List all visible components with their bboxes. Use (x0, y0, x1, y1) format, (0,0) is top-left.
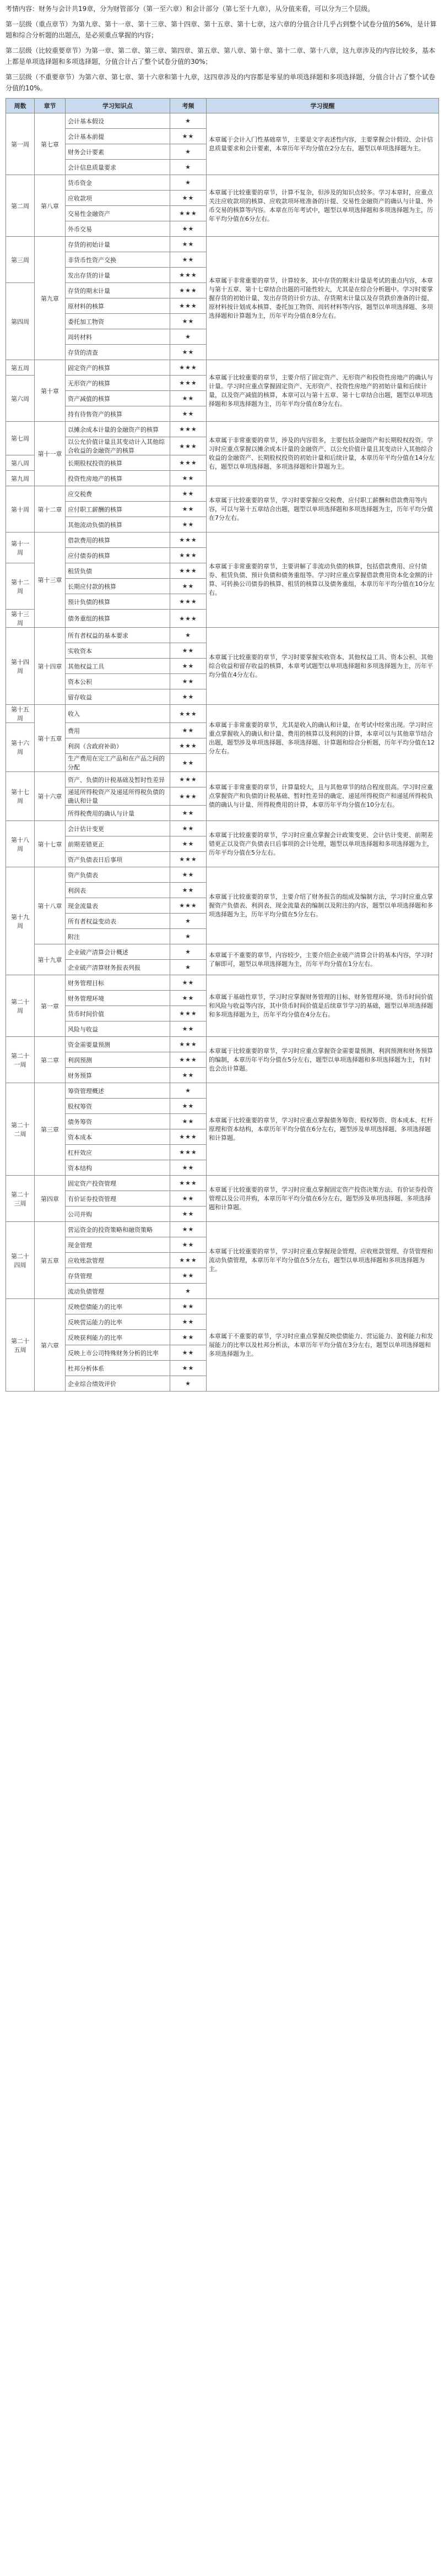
frequency-stars: ★★★ (170, 298, 207, 314)
study-tip-cell: 本章属于基础性章节，学习时应掌握财务管理的目标、财务管理环境、货币时间价值和风险与收益等内容，其中货币时间价值是后续章节学习的基础，题型以单项选择题和多项选择题为主，历年平均分值在4分左右。 (207, 975, 439, 1037)
frequency-stars: ★★★ (170, 1176, 207, 1191)
week-cell: 第六周 (6, 376, 35, 422)
header-chapter: 章节 (35, 99, 66, 113)
frequency-stars: ★★ (170, 1021, 207, 1037)
study-tip-cell: 本章属于比较重要的章节，学习时应重点掌握债务筹资、股权筹资、资本成本、杠杆原理和资本结构，本章历年平均分值在6分左右，题型涉及单项选择题、多项选择题和计算题。 (207, 1083, 439, 1176)
table-row (6, 772, 439, 787)
knowledge-point-cell: 资金需要量预测 (66, 1037, 170, 1052)
frequency-stars: ★★ (170, 991, 207, 1006)
frequency-stars: ★★★ (170, 548, 207, 563)
frequency-stars: ★★ (170, 1191, 207, 1207)
knowledge-point-cell: 所有者权益的基本要求 (66, 628, 170, 643)
knowledge-point-cell: 委托加工物资 (66, 314, 170, 329)
table-row (6, 113, 439, 129)
frequency-stars: ★★★ (170, 1253, 207, 1268)
knowledge-point-cell: 资产负债表 (66, 867, 170, 883)
knowledge-point-cell: 长期股权投资的核算 (66, 455, 170, 471)
frequency-stars: ★★★ (170, 1052, 207, 1068)
knowledge-point-cell: 交易性金融资产 (66, 206, 170, 221)
knowledge-point-cell: 应付债券的核算 (66, 548, 170, 563)
frequency-stars: ★★ (170, 406, 207, 422)
knowledge-point-cell: 利润（含政府补助） (66, 738, 170, 754)
knowledge-point-cell: 存货的期末计量 (66, 283, 170, 298)
frequency-stars: ★★ (170, 471, 207, 486)
knowledge-point-cell: 会计估计变更 (66, 821, 170, 836)
frequency-stars: ★★ (170, 129, 207, 144)
frequency-stars: ★★★ (170, 532, 207, 548)
frequency-stars: ★★ (170, 1314, 207, 1330)
chapter-cell: 第八章 (35, 175, 66, 237)
frequency-stars: ★★★ (170, 422, 207, 437)
frequency-stars: ★ (170, 1284, 207, 1299)
frequency-stars: ★★★ (170, 376, 207, 391)
knowledge-point-cell: 会计基本假设 (66, 113, 170, 129)
frequency-stars: ★★★ (170, 455, 207, 471)
knowledge-point-cell: 资本成本 (66, 1129, 170, 1145)
frequency-stars: ★★ (170, 252, 207, 268)
frequency-stars: ★★ (170, 517, 207, 532)
frequency-stars: ★★ (170, 643, 207, 659)
study-tip-cell: 本章属于非常重要的章节，主要讲解了非流动负债的核算，包括借款费用、应付债券、租赁负债、预计负债和债务重组等。学习时应重点掌握借款费用资本化金额的计算、可转换公司债券的核算、租赁的核算以及债务重组，本章历年平均分值在10分左右。 (207, 532, 439, 628)
frequency-stars: ★★ (170, 1099, 207, 1114)
knowledge-point-cell: 外币交易 (66, 221, 170, 237)
intro-section (0, 0, 444, 94)
knowledge-point-cell: 长期应付款的核算 (66, 579, 170, 594)
table-row (6, 821, 439, 836)
chapter-cell: 第十六章 (35, 772, 66, 821)
study-tip-cell: 本章属于比较重要的章节，学习时要掌握实收资本、其他权益工具、资本公积、其他综合收益和留存收益的核算，本章考试题型以单项选择题和多项选择题为主，历年平均分值在4分左右。 (207, 628, 439, 705)
knowledge-point-cell: 资产负债表日后事项 (66, 852, 170, 867)
study-tip-cell: 本章属于比较重要的章节，学习时应重点掌握固定资产投资决策方法、有价证券投资管理以及公司并购，本章历年平均分值在6分左右，题型涉及单项选择题、多项选择题和计算题。 (207, 1176, 439, 1222)
frequency-stars: ★★★ (170, 610, 207, 628)
knowledge-point-cell: 利润预测 (66, 1052, 170, 1068)
frequency-stars: ★★★ (170, 1129, 207, 1145)
frequency-stars: ★★★ (170, 1037, 207, 1052)
frequency-stars: ★★★ (170, 852, 207, 867)
study-plan-table (6, 98, 439, 1392)
frequency-stars: ★★ (170, 754, 207, 772)
table-row (6, 975, 439, 991)
frequency-stars: ★★ (170, 836, 207, 852)
frequency-stars: ★★★ (170, 787, 207, 806)
table-row (6, 422, 439, 437)
week-cell: 第十八周 (6, 821, 35, 867)
week-cell: 第十四周 (6, 628, 35, 705)
table-row (6, 175, 439, 191)
table-row (6, 628, 439, 643)
study-tip-cell: 本章属于非常重要的章节，计算较多，其中存货的期末计量是考试的重点内容，本章与第十五章、第十七章结合出题的可能性较大，尤其是在综合分析题中。学习时要掌握存货的初始计量、发出存货的计价方法、存货期末计量以及存货跌价准备的计提、原材料按计划成本核算、委托加工物资、周转材料等内容，题型以单项选择题、多项选择题和计算题为主，历年平均分值在8分左右。 (207, 237, 439, 360)
frequency-stars: ★ (170, 175, 207, 191)
frequency-stars: ★★ (170, 1345, 207, 1361)
knowledge-point-cell: 租赁负债 (66, 563, 170, 579)
frequency-stars: ★★ (170, 221, 207, 237)
chapter-cell: 第十四章 (35, 628, 66, 705)
knowledge-point-cell: 递延所得税资产及递延所得税负债的确认和计量 (66, 787, 170, 806)
frequency-stars: ★★ (170, 723, 207, 738)
frequency-stars: ★★ (170, 345, 207, 360)
knowledge-point-cell: 周转材料 (66, 329, 170, 345)
knowledge-point-cell: 资产减值的核算 (66, 391, 170, 406)
frequency-stars: ★★ (170, 486, 207, 502)
study-tip-cell: 本章属于比较重要的章节，学习时应重点掌握现金管理、应收账款管理、存货管理和流动负债管理，本章历年平均分值在5分左右，题型以单项选择题和多项选择题为主。 (207, 1222, 439, 1299)
knowledge-point-cell: 实收资本 (66, 643, 170, 659)
intro-paragraph: 第二层级（比较重要章节）为第一章、第二章、第三章、第四章、第五章、第八章、第十章、第十二章、第十八章，这九章涉及的内容比较多，基本上都是单项选择题和多项选择题，分值合计占了整个试卷分值的30%； (6, 47, 436, 66)
knowledge-point-cell: 应收账款管理 (66, 1253, 170, 1268)
frequency-stars: ★★ (170, 1361, 207, 1376)
intro-paragraph: 考情内容：财务与会计共19章，分为财管部分（第一至六章）和会计部分（第七至十九章），从分值来看，可以分为三个层级。 (6, 5, 375, 13)
week-cell: 第二十周 (6, 975, 35, 1037)
table-row (6, 360, 439, 376)
week-cell: 第三周 (6, 237, 35, 283)
week-cell: 第十一周 (6, 532, 35, 563)
knowledge-point-cell: 应付职工薪酬的核算 (66, 502, 170, 517)
table-row (6, 486, 439, 502)
frequency-stars: ★★ (170, 821, 207, 836)
header-knowledge-point: 学习知识点 (66, 99, 170, 113)
knowledge-point-cell: 债务筹资 (66, 1114, 170, 1129)
knowledge-point-cell: 筹资管理概述 (66, 1083, 170, 1099)
frequency-stars: ★★ (170, 579, 207, 594)
table-row (6, 944, 439, 960)
week-cell: 第五周 (6, 360, 35, 376)
chapter-cell: 第十八章 (35, 867, 66, 944)
knowledge-point-cell: 流动负债管理 (66, 1284, 170, 1299)
study-tip-cell: 本章属于不重要的章节，学习时应重点掌握反映偿债能力、营运能力、盈利能力和发展能力的比率以及杜邦分析法，本章历年平均分值在3分左右，题型以单项选择题和多项选择题为主。 (207, 1299, 439, 1392)
header-study-tip: 学习提醒 (207, 99, 439, 113)
frequency-stars: ★ (170, 1376, 207, 1392)
knowledge-point-cell: 会计信息质量要求 (66, 160, 170, 175)
chapter-cell: 第十九章 (35, 944, 66, 975)
knowledge-point-cell: 企业综合绩效评价 (66, 1376, 170, 1392)
chapter-cell: 第九章 (35, 237, 66, 360)
table-row (6, 1176, 439, 1191)
frequency-stars: ★★ (170, 659, 207, 674)
knowledge-point-cell: 费用 (66, 723, 170, 738)
frequency-stars: ★ (170, 1083, 207, 1099)
knowledge-point-cell: 风险与收益 (66, 1021, 170, 1037)
chapter-cell: 第十二章 (35, 486, 66, 532)
knowledge-point-cell: 预计负债的核算 (66, 594, 170, 610)
week-cell: 第二十五周 (6, 1299, 35, 1392)
frequency-stars: ★★ (170, 689, 207, 705)
knowledge-point-cell: 货币资金 (66, 175, 170, 191)
week-cell: 第四周 (6, 283, 35, 360)
chapter-cell: 第十七章 (35, 821, 66, 867)
knowledge-point-cell: 持有待售资产的核算 (66, 406, 170, 422)
knowledge-point-cell: 无形资产的核算 (66, 376, 170, 391)
knowledge-point-cell: 借款费用的核算 (66, 532, 170, 548)
knowledge-point-cell: 原材料的核算 (66, 298, 170, 314)
knowledge-point-cell: 股权筹资 (66, 1099, 170, 1114)
knowledge-point-cell: 资产、负债的计税基础及暂时性差异 (66, 772, 170, 787)
header-week: 周数 (6, 99, 35, 113)
table-row (6, 1083, 439, 1099)
week-cell: 第十三周 (6, 610, 35, 628)
knowledge-point-cell: 以公允价值计量且其变动计入其他综合收益的金融资产的核算 (66, 437, 170, 455)
knowledge-point-cell: 存货管理 (66, 1268, 170, 1284)
study-tip-cell: 本章属于比较重要的章节，学习时应重点掌握资金需要量预测、利润预测和财务预算的编制，本章历年平均分值在5分左右，题型以单项选择题和多项选择题为主，有时也会出计算题。 (207, 1037, 439, 1083)
chapter-cell: 第六章 (35, 1299, 66, 1392)
table-row (6, 1222, 439, 1237)
frequency-stars: ★★ (170, 1114, 207, 1129)
frequency-stars: ★ (170, 914, 207, 929)
chapter-cell: 第四章 (35, 1176, 66, 1222)
frequency-stars: ★★ (170, 1068, 207, 1083)
intro-paragraph: 第三层级（不重要章节）为第六章、第七章、第十六章和第十九章，这四章涉及的内容都是零星的单项选择题和多项选择题，分值合计占了整个试卷分值的10%。 (6, 73, 436, 92)
week-cell: 第二周 (6, 175, 35, 237)
table-row (6, 705, 439, 723)
frequency-stars: ★★ (170, 1160, 207, 1176)
knowledge-point-cell: 会计基本前提 (66, 129, 170, 144)
table-row (6, 237, 439, 252)
knowledge-point-cell: 反映上市公司特殊财务分析的比率 (66, 1345, 170, 1361)
frequency-stars: ★ (170, 144, 207, 160)
knowledge-point-cell: 应交税费 (66, 486, 170, 502)
knowledge-point-cell: 附注 (66, 929, 170, 944)
knowledge-point-cell: 反映偿债能力的比率 (66, 1299, 170, 1314)
frequency-stars: ★ (170, 628, 207, 643)
knowledge-point-cell: 存货的初始计量 (66, 237, 170, 252)
knowledge-point-cell: 财务管理目标 (66, 975, 170, 991)
frequency-stars: ★★ (170, 314, 207, 329)
frequency-stars: ★★★ (170, 437, 207, 455)
knowledge-point-cell: 财务预算 (66, 1068, 170, 1083)
week-cell: 第九周 (6, 471, 35, 486)
frequency-stars: ★★ (170, 191, 207, 206)
frequency-stars: ★★ (170, 1268, 207, 1284)
table-row (6, 867, 439, 883)
study-tip-cell: 本章属于不重要的章节，内容较少，主要介绍企业破产清算会计的基本内容，学习时了解即可，题型以单项选择题为主，历年平均分值在1分左右。 (207, 944, 439, 975)
knowledge-point-cell: 资本公积 (66, 674, 170, 689)
week-cell: 第十五周 (6, 705, 35, 723)
chapter-cell: 第二章 (35, 1037, 66, 1083)
week-cell: 第十六周 (6, 723, 35, 772)
knowledge-point-cell: 非货币性资产交换 (66, 252, 170, 268)
frequency-stars: ★★ (170, 1299, 207, 1314)
table-row (6, 532, 439, 548)
knowledge-point-cell: 杜邦分析体系 (66, 1361, 170, 1376)
frequency-stars: ★★★ (170, 283, 207, 298)
frequency-stars: ★★★ (170, 563, 207, 579)
frequency-stars: ★★ (170, 975, 207, 991)
knowledge-point-cell: 投资性房地产的核算 (66, 471, 170, 486)
knowledge-point-cell: 杠杆效应 (66, 1145, 170, 1160)
knowledge-point-cell: 有价证券投资管理 (66, 1191, 170, 1207)
study-tip-cell: 本章属于非常重要的章节，涉及的内容很多，主要包括金融资产和长期股权投资。学习时应重点掌握以摊余成本计量的金融资产、以公允价值计量且其变动计入其他综合收益的金融资产、长期股权投资的初始计量和后续计量，本章历年平均分值在14分左右，题型以单项选择题、多项选择题和计算题为主。 (207, 422, 439, 486)
frequency-stars: ★★ (170, 1330, 207, 1345)
knowledge-point-cell: 债务重组的核算 (66, 610, 170, 628)
chapter-cell: 第十一章 (35, 422, 66, 486)
chapter-cell: 第十三章 (35, 532, 66, 628)
knowledge-point-cell: 其他流动负债的核算 (66, 517, 170, 532)
study-tip-cell: 本章属于比较重要的章节，学习时要掌握应交税费、应付职工薪酬和借款费用等内容，可以与第十五章结合出题，题型以单项选择题和多项选择题为主，历年平均分值在7分左右。 (207, 486, 439, 532)
frequency-stars: ★★★ (170, 705, 207, 723)
frequency-stars: ★ (170, 929, 207, 944)
week-cell: 第二十一周 (6, 1037, 35, 1083)
frequency-stars: ★★★ (170, 360, 207, 376)
frequency-stars: ★★ (170, 1222, 207, 1237)
knowledge-point-cell: 以摊余成本计量的金融资产的核算 (66, 422, 170, 437)
week-cell: 第七周 (6, 422, 35, 455)
knowledge-point-cell: 反映获利能力的比率 (66, 1330, 170, 1345)
frequency-stars: ★★ (170, 1237, 207, 1253)
study-tip-cell: 本章属于会计入门性基础章节，主要是文字表述性内容，主要掌握会计假设、会计信息质量要求和会计要素，本章历年平均分值在2分左右，题型以单项选择题为主。 (207, 113, 439, 175)
frequency-stars: ★ (170, 944, 207, 960)
week-cell: 第十九周 (6, 867, 35, 975)
week-cell: 第一周 (6, 113, 35, 175)
knowledge-point-cell: 生产费用在完工产品和在产品之间的分配 (66, 754, 170, 772)
frequency-stars: ★ (170, 160, 207, 175)
knowledge-point-cell: 其他权益工具 (66, 659, 170, 674)
study-tip-cell: 本章属于非常重要的章节，计算量较大，且与其他章节的结合程度很高。学习时应重点掌握资产和负债的计税基础、暂时性差异的确定、递延所得税资产和递延所得税负债的确认与计量、所得税费用的计算，本章历年平均分值在10分左右。 (207, 772, 439, 821)
frequency-stars: ★★ (170, 867, 207, 883)
frequency-stars: ★ (170, 960, 207, 975)
knowledge-point-cell: 前期差错更正 (66, 836, 170, 852)
knowledge-point-cell: 所有者权益变动表 (66, 914, 170, 929)
knowledge-point-cell: 货币时间价值 (66, 1006, 170, 1021)
knowledge-point-cell: 企业破产清算会计概述 (66, 944, 170, 960)
frequency-stars: ★★ (170, 391, 207, 406)
knowledge-point-cell: 利润表 (66, 883, 170, 898)
knowledge-point-cell: 收入 (66, 705, 170, 723)
knowledge-point-cell: 存货的清查 (66, 345, 170, 360)
study-tip-cell: 本章属于非常重要的章节，尤其是收入的确认和计量，在考试中经常出现。学习时应重点掌握收入的确认和计量、费用的核算以及利润的计算，本章可以与其他章节结合出题，题型涉及单项选择题、多项选择题、计算题和综合分析题，历年平均分值在12分左右。 (207, 705, 439, 772)
chapter-cell: 第十章 (35, 360, 66, 422)
week-cell: 第十七周 (6, 772, 35, 821)
frequency-stars: ★★★ (170, 1145, 207, 1160)
knowledge-point-cell: 所得税费用的确认与计量 (66, 806, 170, 821)
week-cell: 第二十二周 (6, 1083, 35, 1176)
frequency-stars: ★★ (170, 502, 207, 517)
knowledge-point-cell: 固定资产的核算 (66, 360, 170, 376)
frequency-stars: ★★ (170, 237, 207, 252)
knowledge-point-cell: 反映营运能力的比率 (66, 1314, 170, 1330)
frequency-stars: ★★ (170, 674, 207, 689)
week-cell: 第十周 (6, 486, 35, 532)
frequency-stars: ★★ (170, 883, 207, 898)
knowledge-point-cell: 企业破产清算财务报表列报 (66, 960, 170, 975)
knowledge-point-cell: 公司并购 (66, 1207, 170, 1222)
chapter-cell: 第五章 (35, 1222, 66, 1299)
knowledge-point-cell: 财务会计要素 (66, 144, 170, 160)
table-row (6, 1037, 439, 1052)
knowledge-point-cell: 留存收益 (66, 689, 170, 705)
header-frequency: 考频 (170, 99, 207, 113)
knowledge-point-cell: 发出存货的计量 (66, 268, 170, 283)
week-cell: 第十二周 (6, 563, 35, 610)
frequency-stars: ★★★ (170, 898, 207, 914)
knowledge-point-cell: 固定资产投资管理 (66, 1176, 170, 1191)
week-cell: 第二十四周 (6, 1222, 35, 1299)
chapter-cell: 第三章 (35, 1083, 66, 1176)
week-cell: 第八周 (6, 455, 35, 471)
week-cell: 第二十三周 (6, 1176, 35, 1222)
frequency-stars: ★★★ (170, 1006, 207, 1021)
knowledge-point-cell: 应收款项 (66, 191, 170, 206)
frequency-stars: ★ (170, 329, 207, 345)
knowledge-point-cell: 营运资金的投资策略和融资策略 (66, 1222, 170, 1237)
frequency-stars: ★★ (170, 1207, 207, 1222)
frequency-stars: ★★★ (170, 772, 207, 787)
study-tip-cell: 本章属于比较重要的章节，主要介绍了财务报告的组成及编制方法，学习时应重点掌握资产负债表、利润表、现金流量表的编制以及附注的内容，题型以单项选择题和多项选择题为主，历年平均分值在5分左右。 (207, 867, 439, 944)
frequency-stars: ★★★ (170, 268, 207, 283)
frequency-stars: ★★★ (170, 738, 207, 754)
chapter-cell: 第十五章 (35, 705, 66, 772)
frequency-stars: ★★★ (170, 594, 207, 610)
frequency-stars: ★★★ (170, 206, 207, 221)
knowledge-point-cell: 资本结构 (66, 1160, 170, 1176)
knowledge-point-cell: 现金流量表 (66, 898, 170, 914)
intro-paragraph: 第一层级（重点章节）为第九章、第十一章、第十三章、第十四章、第十五章、第十七章，这六章的分值合计几乎占到整个试卷分值的56%，是计算题和综合分析题的出题点，是必须重点掌握的内容； (6, 20, 437, 39)
chapter-cell: 第一章 (35, 975, 66, 1037)
knowledge-point-cell: 现金管理 (66, 1237, 170, 1253)
study-tip-cell: 本章属于比较重要的章节，主要介绍了固定资产、无形资产和投资性房地产的确认与计量。学习时应重点掌握固定资产、无形资产、投资性房地产的初始计量和后续计量，以及资产减值的核算，本章可以与第十五章、第十七章结合出题，题型以单项选择题和多项选择题为主，历年平均分值在8分左右。 (207, 360, 439, 422)
frequency-stars: ★ (170, 113, 207, 129)
study-tip-cell: 本章属于比较重要的章节，计算不复杂，但涉及的知识点较多。学习本章时，应重点关注应收款项的核算、应收款项坏账准备的计提、交易性金融资产的确认与计量、外币交易的核算等内容。本章在历年考试中，题型以单项选择题和多项选择题为主，历年平均分值在6分左右。 (207, 175, 439, 237)
knowledge-point-cell: 财务管理环境 (66, 991, 170, 1006)
frequency-stars: ★★ (170, 806, 207, 821)
study-tip-cell: 本章属于比较重要的章节，学习时应重点掌握会计政策变更、会计估计变更、前期差错更正以及资产负债表日后事项的会计处理，题型以单项选择题和多项选择题为主，历年平均分值在5分左右。 (207, 821, 439, 867)
chapter-cell: 第七章 (35, 113, 66, 175)
table-row (6, 1299, 439, 1314)
